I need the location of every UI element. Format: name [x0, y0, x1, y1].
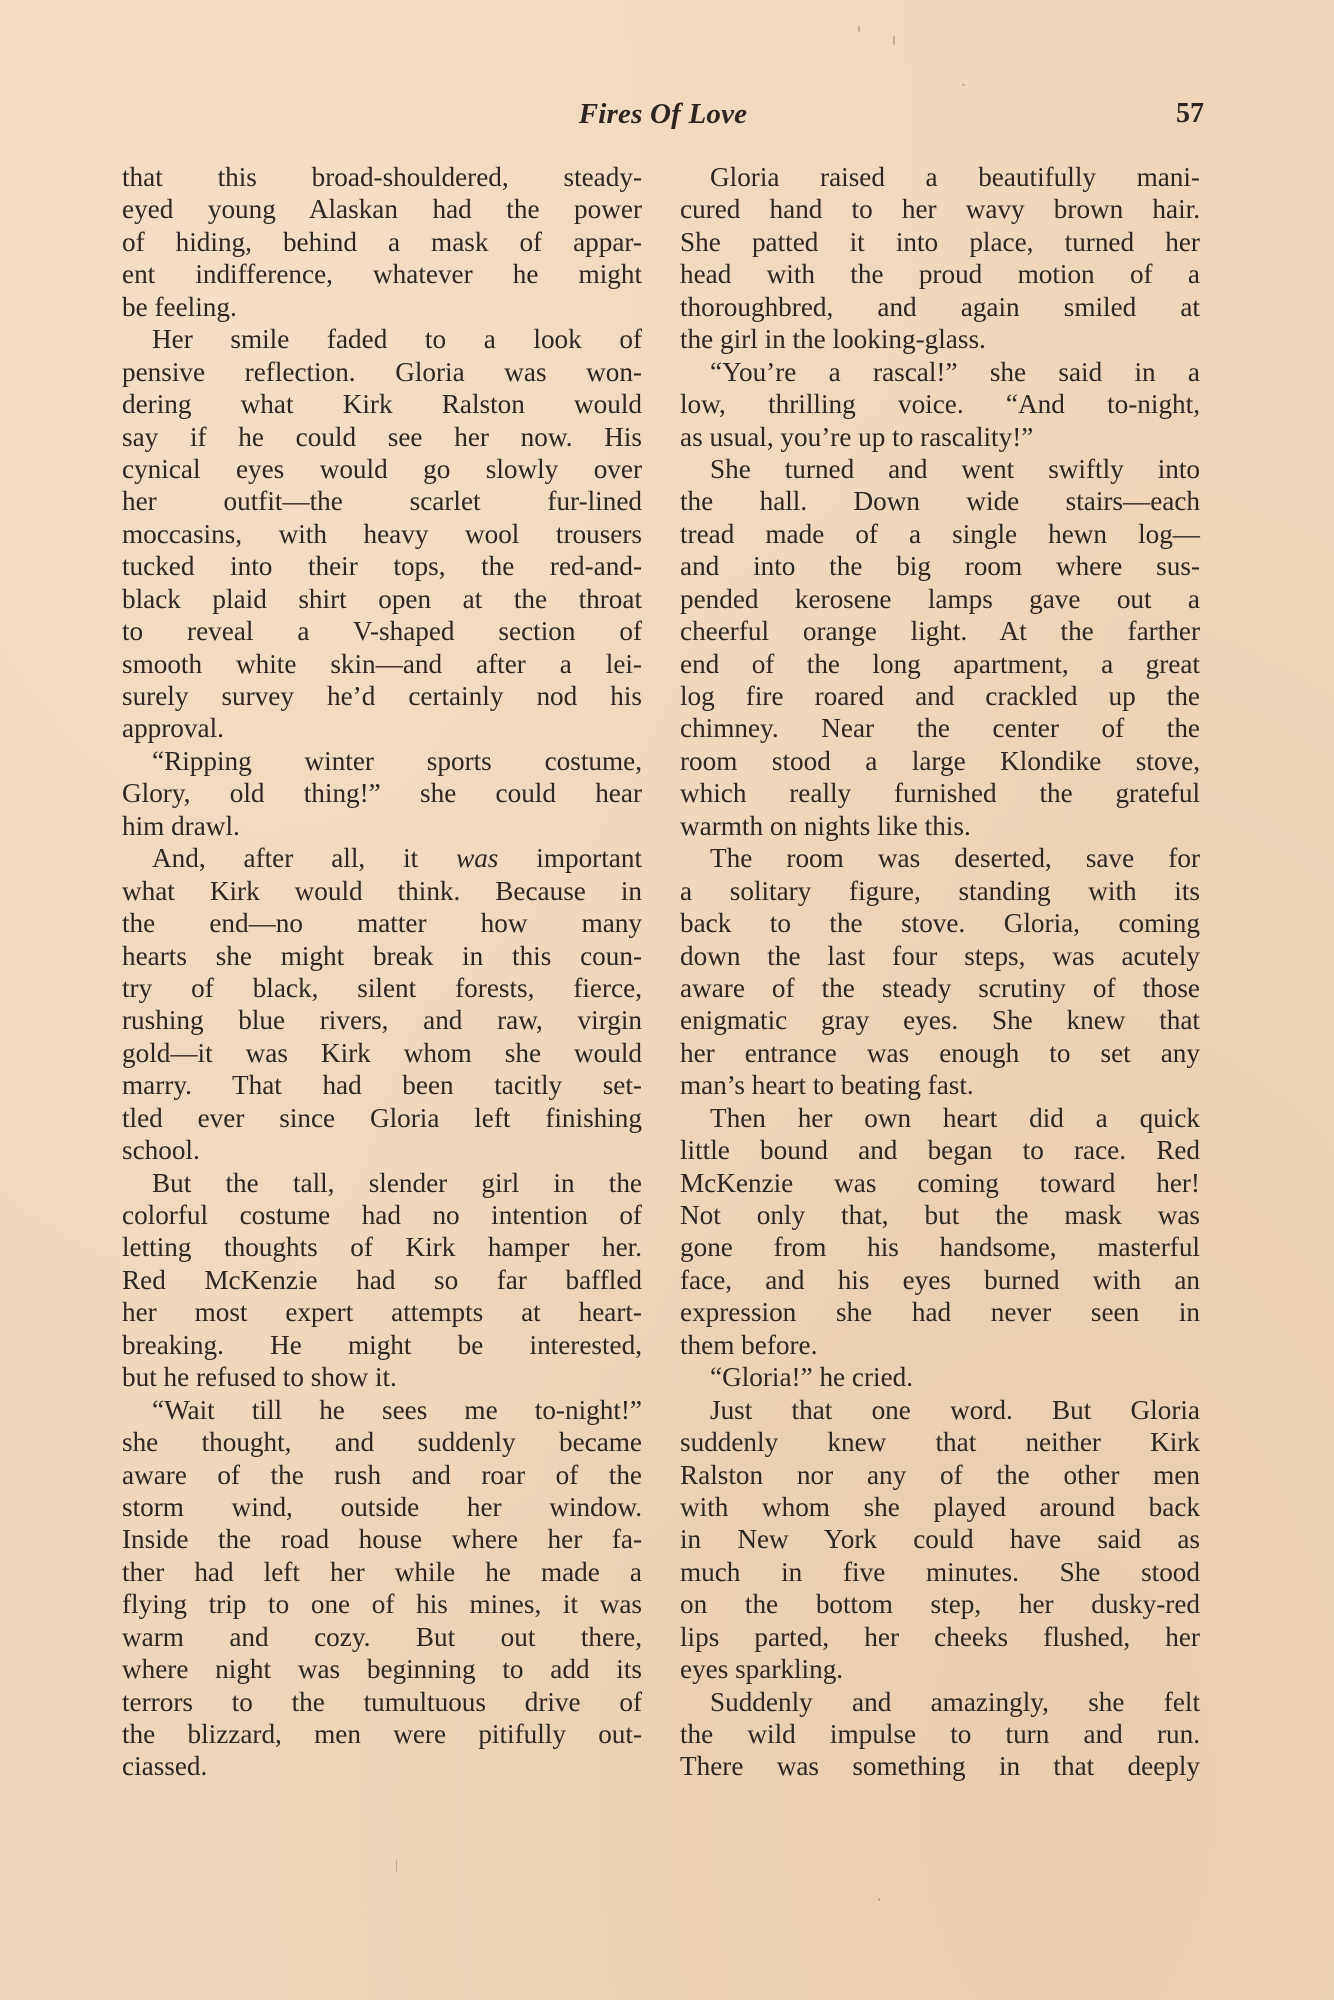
- text-line: the girl in the looking-glass.: [680, 324, 986, 355]
- text-line: Ralston nor any of the other men: [680, 1459, 1200, 1490]
- paper-speck: [878, 1898, 880, 1901]
- text-line: Red McKenzie had so far baffled: [122, 1264, 642, 1295]
- text-line: But the tall, slender girl in the: [152, 1167, 642, 1198]
- text-line: hearts she might break in this coun-: [122, 940, 642, 971]
- text-line: face, and his eyes burned with an: [680, 1264, 1200, 1295]
- page-number: 57: [1176, 98, 1204, 129]
- text-line: down the last four steps, was acutely: [680, 940, 1200, 971]
- text-line: with whom she played around back: [680, 1491, 1200, 1522]
- text-line: low, thrilling voice. “And to-night,: [680, 389, 1200, 420]
- text-line: try of black, silent forests, fierce,: [122, 972, 642, 1003]
- text-line: which really furnished the grateful: [680, 778, 1200, 809]
- emphasized-word: was: [456, 843, 499, 874]
- text-line: little bound and began to race. Red: [680, 1135, 1200, 1166]
- text-line: much in five minutes. She stood: [680, 1556, 1200, 1587]
- text-line: lips parted, her cheeks flushed, her: [680, 1621, 1200, 1652]
- text-line: gold—it was Kirk whom she would: [122, 1037, 642, 1068]
- text-line: tread made of a single hewn log—: [680, 518, 1200, 549]
- text-line: McKenzie was coming toward her!: [680, 1167, 1200, 1198]
- text-line: suddenly knew that neither Kirk: [680, 1427, 1200, 1458]
- text-line: the blizzard, men were pitifully out-: [122, 1719, 642, 1749]
- text-line: cheerful orange light. At the farther: [680, 616, 1200, 647]
- text-line: back to the stove. Gloria, coming: [680, 908, 1200, 939]
- text-line: smooth white skin—and after a lei-: [122, 648, 642, 679]
- text-line: She turned and went swiftly into: [710, 453, 1200, 484]
- text-line: storm wind, outside her window.: [122, 1491, 642, 1522]
- text-line: And, after all, it was important: [152, 843, 642, 874]
- text-line: the wild impulse to turn and run.: [680, 1719, 1200, 1749]
- text-line: ent indifference, whatever he might: [122, 259, 642, 290]
- text-line: breaking. He might be interested,: [122, 1329, 642, 1360]
- text-line: pended kerosene lamps gave out a: [680, 583, 1200, 614]
- text-line: be feeling.: [122, 291, 237, 322]
- text-line: school.: [122, 1135, 200, 1166]
- text-line: where night was beginning to add its: [122, 1654, 642, 1685]
- text-line: warmth on nights like this.: [680, 810, 971, 841]
- text-line: black plaid shirt open at the throat: [122, 583, 642, 614]
- text-line: of hiding, behind a mask of appar-: [122, 226, 642, 257]
- text-line: what Kirk would think. Because in: [122, 875, 642, 906]
- text-line: say if he could see her now. His: [122, 421, 642, 452]
- paper-speck: [962, 84, 965, 86]
- left-text-column: [122, 161, 642, 1783]
- text-line: terrors to the tumultuous drive of: [122, 1686, 642, 1717]
- text-line: in New York could have said as: [680, 1524, 1200, 1555]
- text-line: on the bottom step, her dusky-red: [680, 1589, 1200, 1620]
- text-line: “Gloria!” he cried.: [710, 1362, 914, 1393]
- text-line: The room was deserted, save for: [710, 843, 1200, 874]
- text-line: surely survey he’d certainly nod his: [122, 681, 642, 711]
- text-line: the end—no matter how many: [122, 908, 642, 939]
- paper-speck: [858, 26, 860, 32]
- text-line: dering what Kirk Ralston would: [122, 389, 642, 420]
- text-line: her outfit—the scarlet fur-lined: [122, 486, 642, 517]
- text-line: Then her own heart did a quick: [710, 1102, 1200, 1133]
- text-line: warm and cozy. But out there,: [122, 1621, 642, 1652]
- text-line: end of the long apartment, a great: [680, 648, 1200, 679]
- text-line: head with the proud motion of a: [680, 259, 1200, 290]
- text-line: Gloria raised a beautifully mani-: [710, 162, 1200, 192]
- text-line: him drawl.: [122, 810, 240, 841]
- text-line: eyes sparkling.: [680, 1654, 844, 1685]
- text-line: gone from his handsome, masterful: [680, 1232, 1200, 1263]
- paper-speck: [396, 1860, 397, 1872]
- running-head: [122, 98, 1204, 138]
- text-line: moccasins, with heavy wool trousers: [122, 518, 642, 549]
- text-line: but he refused to show it.: [122, 1362, 397, 1393]
- text-line: she thought, and suddenly became: [122, 1427, 642, 1458]
- text-line: marry. That had been tacitly set-: [122, 1070, 642, 1101]
- text-line: Inside the road house where her fa-: [122, 1524, 642, 1555]
- text-line: them before.: [680, 1329, 818, 1360]
- right-text-column: [680, 161, 1200, 1783]
- text-line: her most expert attempts at heart-: [122, 1297, 642, 1328]
- running-title: Fires Of Love: [578, 98, 748, 130]
- text-line: to reveal a V-shaped section of: [122, 616, 642, 647]
- text-line: flying trip to one of his mines, it was: [122, 1589, 642, 1620]
- text-line: chimney. Near the center of the: [680, 713, 1200, 744]
- text-line: the hall. Down wide stairs—each: [680, 486, 1200, 517]
- text-line: her entrance was enough to set any: [680, 1037, 1200, 1068]
- text-line: enigmatic gray eyes. She knew that: [680, 1005, 1200, 1036]
- text-line: Not only that, but the mask was: [680, 1200, 1200, 1230]
- text-line: eyed young Alaskan had the power: [122, 194, 642, 225]
- text-line: tled ever since Gloria left finishing: [122, 1102, 642, 1133]
- text-line: room stood a large Klondike stove,: [680, 745, 1200, 776]
- text-line: Her smile faded to a look of: [152, 324, 642, 355]
- text-line: She patted it into place, turned her: [680, 226, 1200, 257]
- text-line: cynical eyes would go slowly over: [122, 453, 642, 484]
- paper-speck: [893, 36, 895, 45]
- text-line: pensive reflection. Gloria was won-: [122, 356, 642, 387]
- text-line: as usual, you’re up to rascality!”: [680, 421, 1034, 452]
- text-line: Suddenly and amazingly, she felt: [710, 1686, 1200, 1717]
- text-line: ther had left her while he made a: [122, 1556, 642, 1587]
- text-line: rushing blue rivers, and raw, virgin: [122, 1005, 642, 1036]
- text-line: log fire roared and crackled up the: [680, 681, 1200, 711]
- text-line: aware of the steady scrutiny of those: [680, 972, 1200, 1003]
- text-line: aware of the rush and roar of the: [122, 1459, 642, 1490]
- text-line: “You’re a rascal!” she said in a: [710, 356, 1200, 387]
- text-line: letting thoughts of Kirk hamper her.: [122, 1232, 642, 1263]
- text-line: a solitary figure, standing with its: [680, 875, 1200, 906]
- text-line: man’s heart to beating fast.: [680, 1070, 974, 1101]
- text-line: There was something in that deeply: [680, 1751, 1200, 1782]
- text-line: that this broad-shouldered, steady-: [122, 162, 642, 192]
- text-line: “Ripping winter sports costume,: [152, 745, 642, 776]
- text-line: colorful costume had no intention of: [122, 1200, 642, 1230]
- text-line: expression she had never seen in: [680, 1297, 1200, 1328]
- text-line: tucked into their tops, the red-and-: [122, 551, 642, 582]
- text-line: Just that one word. But Gloria: [710, 1394, 1200, 1425]
- text-line: ciassed.: [122, 1751, 208, 1782]
- text-line: approval.: [122, 713, 224, 744]
- text-line: Glory, old thing!” she could hear: [122, 778, 642, 809]
- text-line: thoroughbred, and again smiled at: [680, 291, 1200, 322]
- text-line: and into the big room where sus-: [680, 551, 1200, 582]
- text-line: cured hand to her wavy brown hair.: [680, 194, 1200, 225]
- text-line: “Wait till he sees me to-night!”: [152, 1394, 642, 1425]
